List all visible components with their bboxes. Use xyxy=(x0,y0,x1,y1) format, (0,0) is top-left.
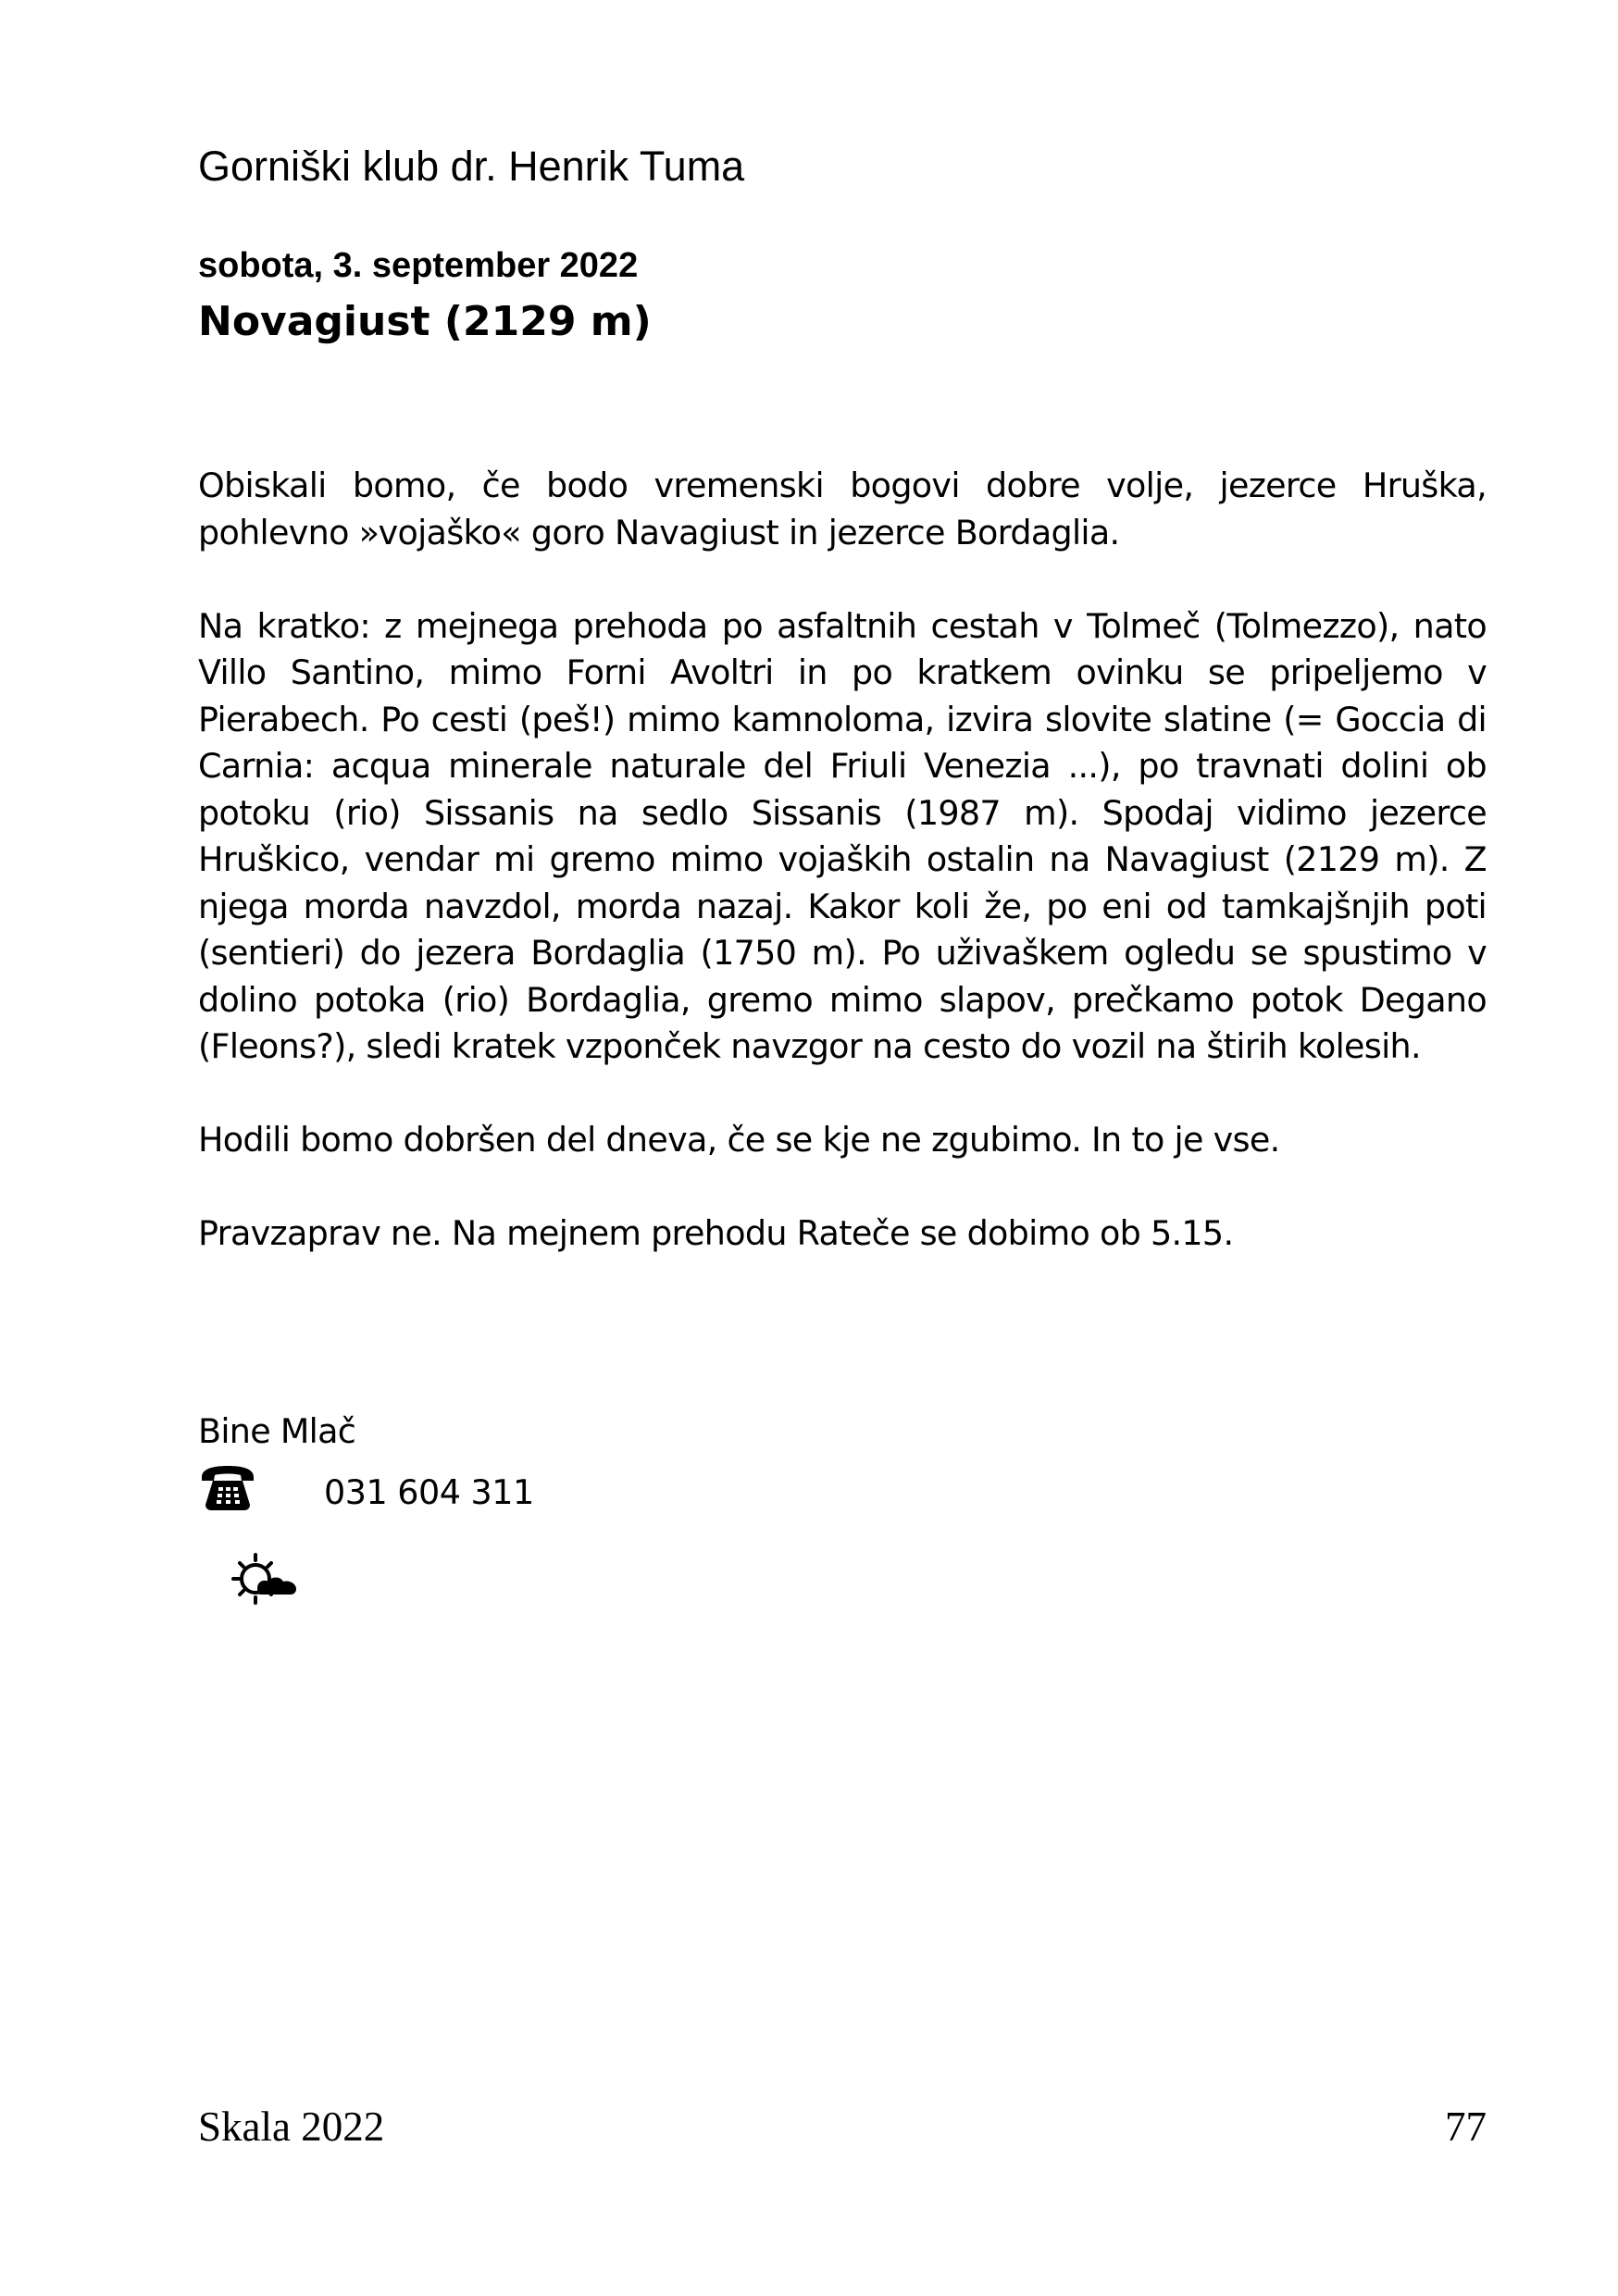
sun-cloud-icon xyxy=(230,1551,300,1607)
document-page xyxy=(198,0,1487,2296)
paragraph-route: Na kratko: z mejnega prehoda po asfaltnih cestah v Tolmeč (Tolmezzo), nato Villo Santino, mimo Forni Avoltri in po kratkem ovinku se pripeljemo v Pierabech. Po cesti (peš!) mimo kamnoloma, izvira slovite slatine (= Goccia di Carnia: acqua minerale naturale del Friuli Venezia ...), po travnati dolini ob potoku (rio) Sissanis na sedlo Sissanis (1987 m). Spodaj vidimo jezerce Hruškico, vendar mi gremo mimo vojaških ostalin na Navagiust (2129 m). Z njega morda navzdol, morda nazaj. Kakor koli že, po eni od tamkajšnjih poti (sentieri) do jezera Bordaglia (1750 m). Po uživaškem ogledu se spustimo v dolino potoka (rio) Bordaglia, gremo mimo slapov, prečkamo potok Degano (Fleons?), sledi kratek vzponček navzgor na cesto do vozil na štirih kolesih. xyxy=(198,605,1487,1066)
event-description xyxy=(198,463,1487,1304)
contact-phone-row xyxy=(198,1464,846,1520)
paragraph-duration: Hodili bomo dobršen del dneva, če se kje ne zgubimo. In to je vse. xyxy=(198,1120,1280,1160)
event-title: Novagiust (2129 m) xyxy=(198,298,652,345)
footer-publication: Skala 2022 xyxy=(198,2104,385,2150)
paragraph-meeting: Pravzaprav ne. Na mejnem prehodu Rateče se dobimo ob 5.15. xyxy=(198,1213,1234,1253)
club-name: Gorniški klub dr. Henrik Tuma xyxy=(198,143,745,190)
phone-number: 031 604 311 xyxy=(324,1472,534,1512)
paragraph-intro: Obiskali bomo, če bodo vremenski bogovi dobre volje, jezerce Hruška, pohlevno »vojaško« goro Navagiust in jezerce Bordaglia. xyxy=(198,465,1487,552)
event-date: sobota, 3. september 2022 xyxy=(198,246,639,285)
contact-name: Bine Mlač xyxy=(198,1411,356,1451)
footer-page-number: 77 xyxy=(1445,2104,1487,2150)
telephone-icon xyxy=(198,1464,257,1512)
